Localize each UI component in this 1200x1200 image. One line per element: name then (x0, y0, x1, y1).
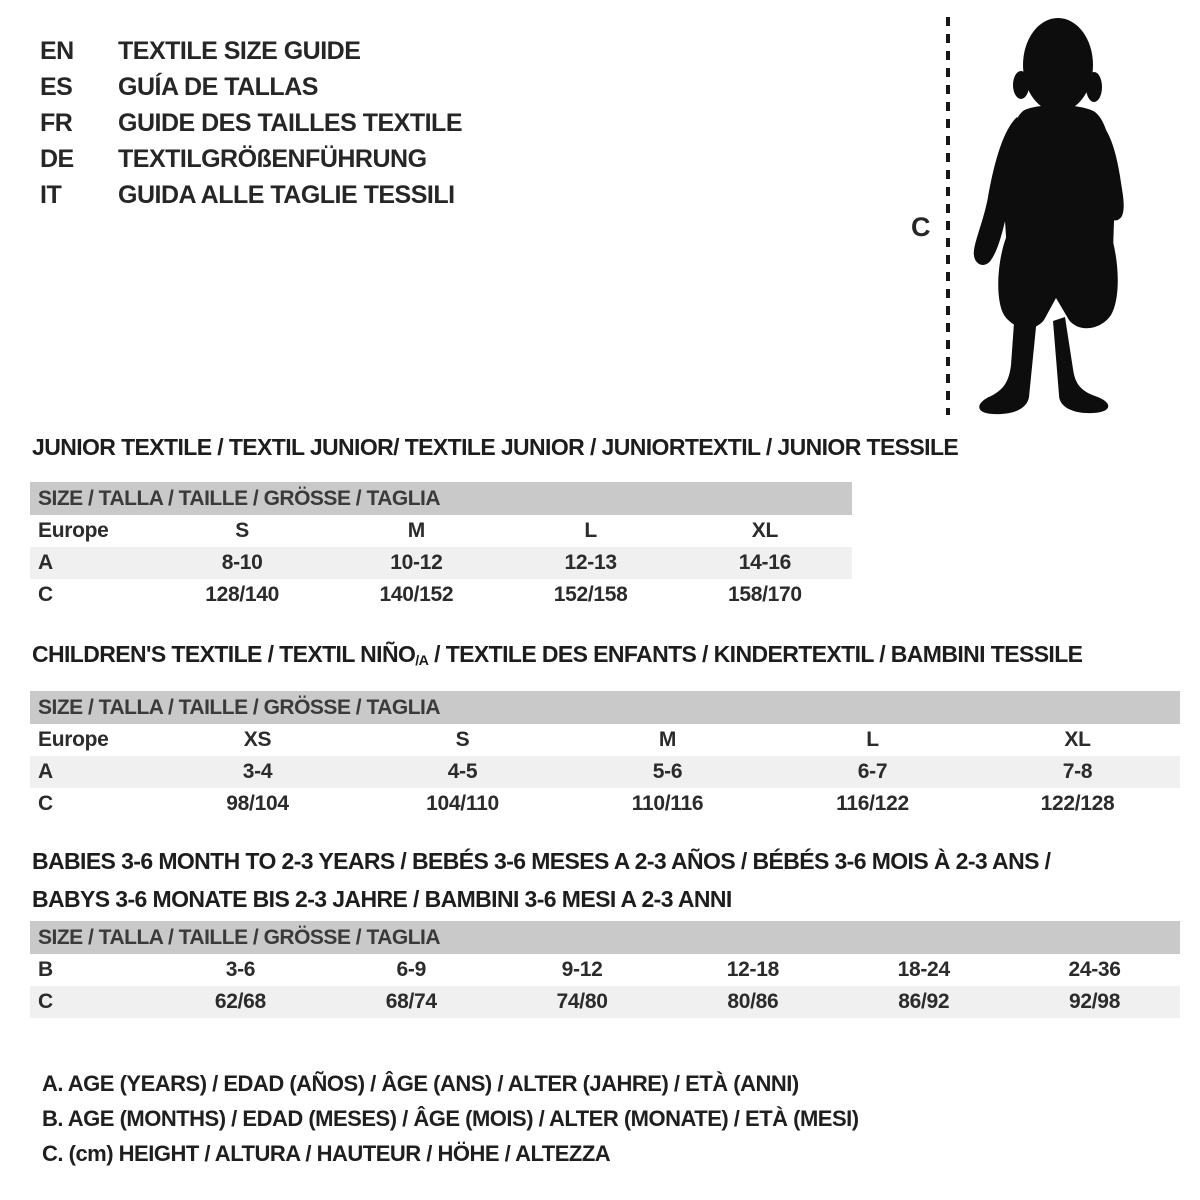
babies-size-table (30, 921, 1180, 1018)
table-row-age (30, 756, 1180, 788)
cell: 7-8 (1062, 760, 1093, 783)
language-title: GUIDE DES TAILLES TEXTILE (118, 108, 463, 137)
cell: 116/122 (836, 792, 909, 815)
cell: 92/98 (1069, 990, 1121, 1013)
table-row-europe (30, 515, 852, 547)
table-row-age-months (30, 954, 1180, 986)
cell: 5-6 (652, 760, 683, 783)
cell: XL (751, 519, 778, 542)
footnote-age-years: A. AGE (YEARS) / EDAD (AÑOS) / ÂGE (ANS) / ALTER (JAHRE) / ETÀ (ANNI) (42, 1071, 799, 1096)
footnote-age-months: B. AGE (MONTHS) / EDAD (MESES) / ÂGE (MOIS) / ALTER (MONATE) / ETÀ (MESI) (42, 1106, 859, 1131)
cell: 140/152 (379, 583, 454, 606)
row-label: C (38, 990, 53, 1013)
size-table-header: SIZE / TALLA / TAILLE / GRÖSSE / TAGLIA (30, 921, 1180, 954)
table-row-height (30, 788, 1180, 820)
cell: 9-12 (561, 958, 603, 981)
table-row-europe (30, 724, 1180, 756)
junior-section-title: JUNIOR TEXTILE / TEXTIL JUNIOR/ TEXTILE JUNIOR / JUNIORTEXTIL / JUNIOR TESSILE (32, 434, 959, 460)
babies-section-title-line2: BABYS 3-6 MONATE BIS 2-3 JAHRE / BAMBINI 3-6 MESI A 2-3 ANNI (32, 886, 732, 912)
cell: 80/86 (727, 990, 779, 1013)
cell: 3-4 (242, 760, 273, 783)
row-label: C (38, 583, 53, 606)
cell: 6-7 (857, 760, 888, 783)
row-label: A (38, 551, 53, 574)
height-measure-label-c: C (911, 212, 931, 242)
cell: S (455, 728, 470, 751)
cell: L (584, 519, 597, 542)
cell: 12-18 (726, 958, 779, 981)
language-row-it (40, 177, 462, 213)
cell: 68/74 (385, 990, 437, 1013)
size-table-header: SIZE / TALLA / TAILLE / GRÖSSE / TAGLIA (30, 482, 852, 515)
size-table-header: SIZE / TALLA / TAILLE / GRÖSSE / TAGLIA (30, 691, 1180, 724)
language-code: ES (40, 72, 73, 101)
children-size-table (30, 691, 1180, 820)
language-code: DE (40, 144, 74, 173)
cell: 8-10 (221, 551, 263, 574)
cell: L (866, 728, 879, 751)
toddler-silhouette-image (963, 13, 1143, 418)
children-title-text: CHILDREN'S TEXTILE / TEXTIL NIÑO (32, 641, 416, 667)
cell: 62/68 (214, 990, 266, 1013)
cell: 110/116 (631, 792, 704, 815)
cell: XL (1064, 728, 1091, 751)
cell: 152/158 (553, 583, 628, 606)
row-label: A (38, 760, 53, 783)
language-title: TEXTILE SIZE GUIDE (118, 36, 361, 65)
cell: 122/128 (1040, 792, 1115, 815)
row-label: B (38, 958, 53, 981)
row-label: C (38, 792, 53, 815)
table-row-age (30, 547, 852, 579)
height-measure-dashed-line (946, 17, 950, 415)
row-label: Europe (38, 519, 109, 542)
language-code: FR (40, 108, 73, 137)
table-row-height (30, 579, 852, 611)
cell: 6-9 (396, 958, 426, 981)
language-code: IT (40, 180, 62, 209)
cell: 128/140 (205, 583, 280, 606)
cell: 12-13 (564, 551, 617, 574)
cell: S (235, 519, 249, 542)
cell: 74/80 (556, 990, 608, 1013)
cell: 4-5 (447, 760, 478, 783)
children-section-title (32, 641, 1082, 668)
junior-size-table (30, 482, 852, 611)
cell: 18-24 (897, 958, 950, 981)
children-title-text: / TEXTILE DES ENFANTS / KINDERTEXTIL / BAMBINI TESSILE (428, 641, 1083, 667)
cell: 14-16 (738, 551, 791, 574)
babies-section-title-line1: BABIES 3-6 MONTH TO 2-3 YEARS / BEBÉS 3-6 MESES A 2-3 AÑOS / BÉBÉS 3-6 MOIS À 2-3 ANS / (32, 848, 1051, 874)
language-title: GUÍA DE TALLAS (118, 72, 318, 101)
language-row-de (40, 141, 462, 177)
cell: XS (243, 728, 272, 751)
language-row-fr (40, 105, 462, 141)
language-title: TEXTILGRÖßENFÜHRUNG (118, 144, 427, 173)
cell: 98/104 (226, 792, 289, 815)
cell: 24-36 (1068, 958, 1121, 981)
cell: 3-6 (225, 958, 256, 981)
cell: 104/110 (426, 792, 499, 815)
cell: 10-12 (390, 551, 443, 574)
language-header (40, 33, 462, 213)
children-title-subscript: /A (415, 653, 429, 669)
row-label: Europe (38, 728, 109, 751)
cell: 158/170 (727, 583, 802, 606)
language-row-es (40, 69, 462, 105)
language-code: EN (40, 36, 74, 65)
table-row-height (30, 986, 1180, 1018)
footnote-height-cm: C. (cm) HEIGHT / ALTURA / HAUTEUR / HÖHE / ALTEZZA (42, 1141, 611, 1166)
language-row-en (40, 33, 462, 69)
cell: 86/92 (898, 990, 950, 1013)
language-title: GUIDA ALLE TAGLIE TESSILI (118, 180, 455, 209)
cell: M (658, 728, 677, 751)
cell: M (407, 519, 425, 542)
